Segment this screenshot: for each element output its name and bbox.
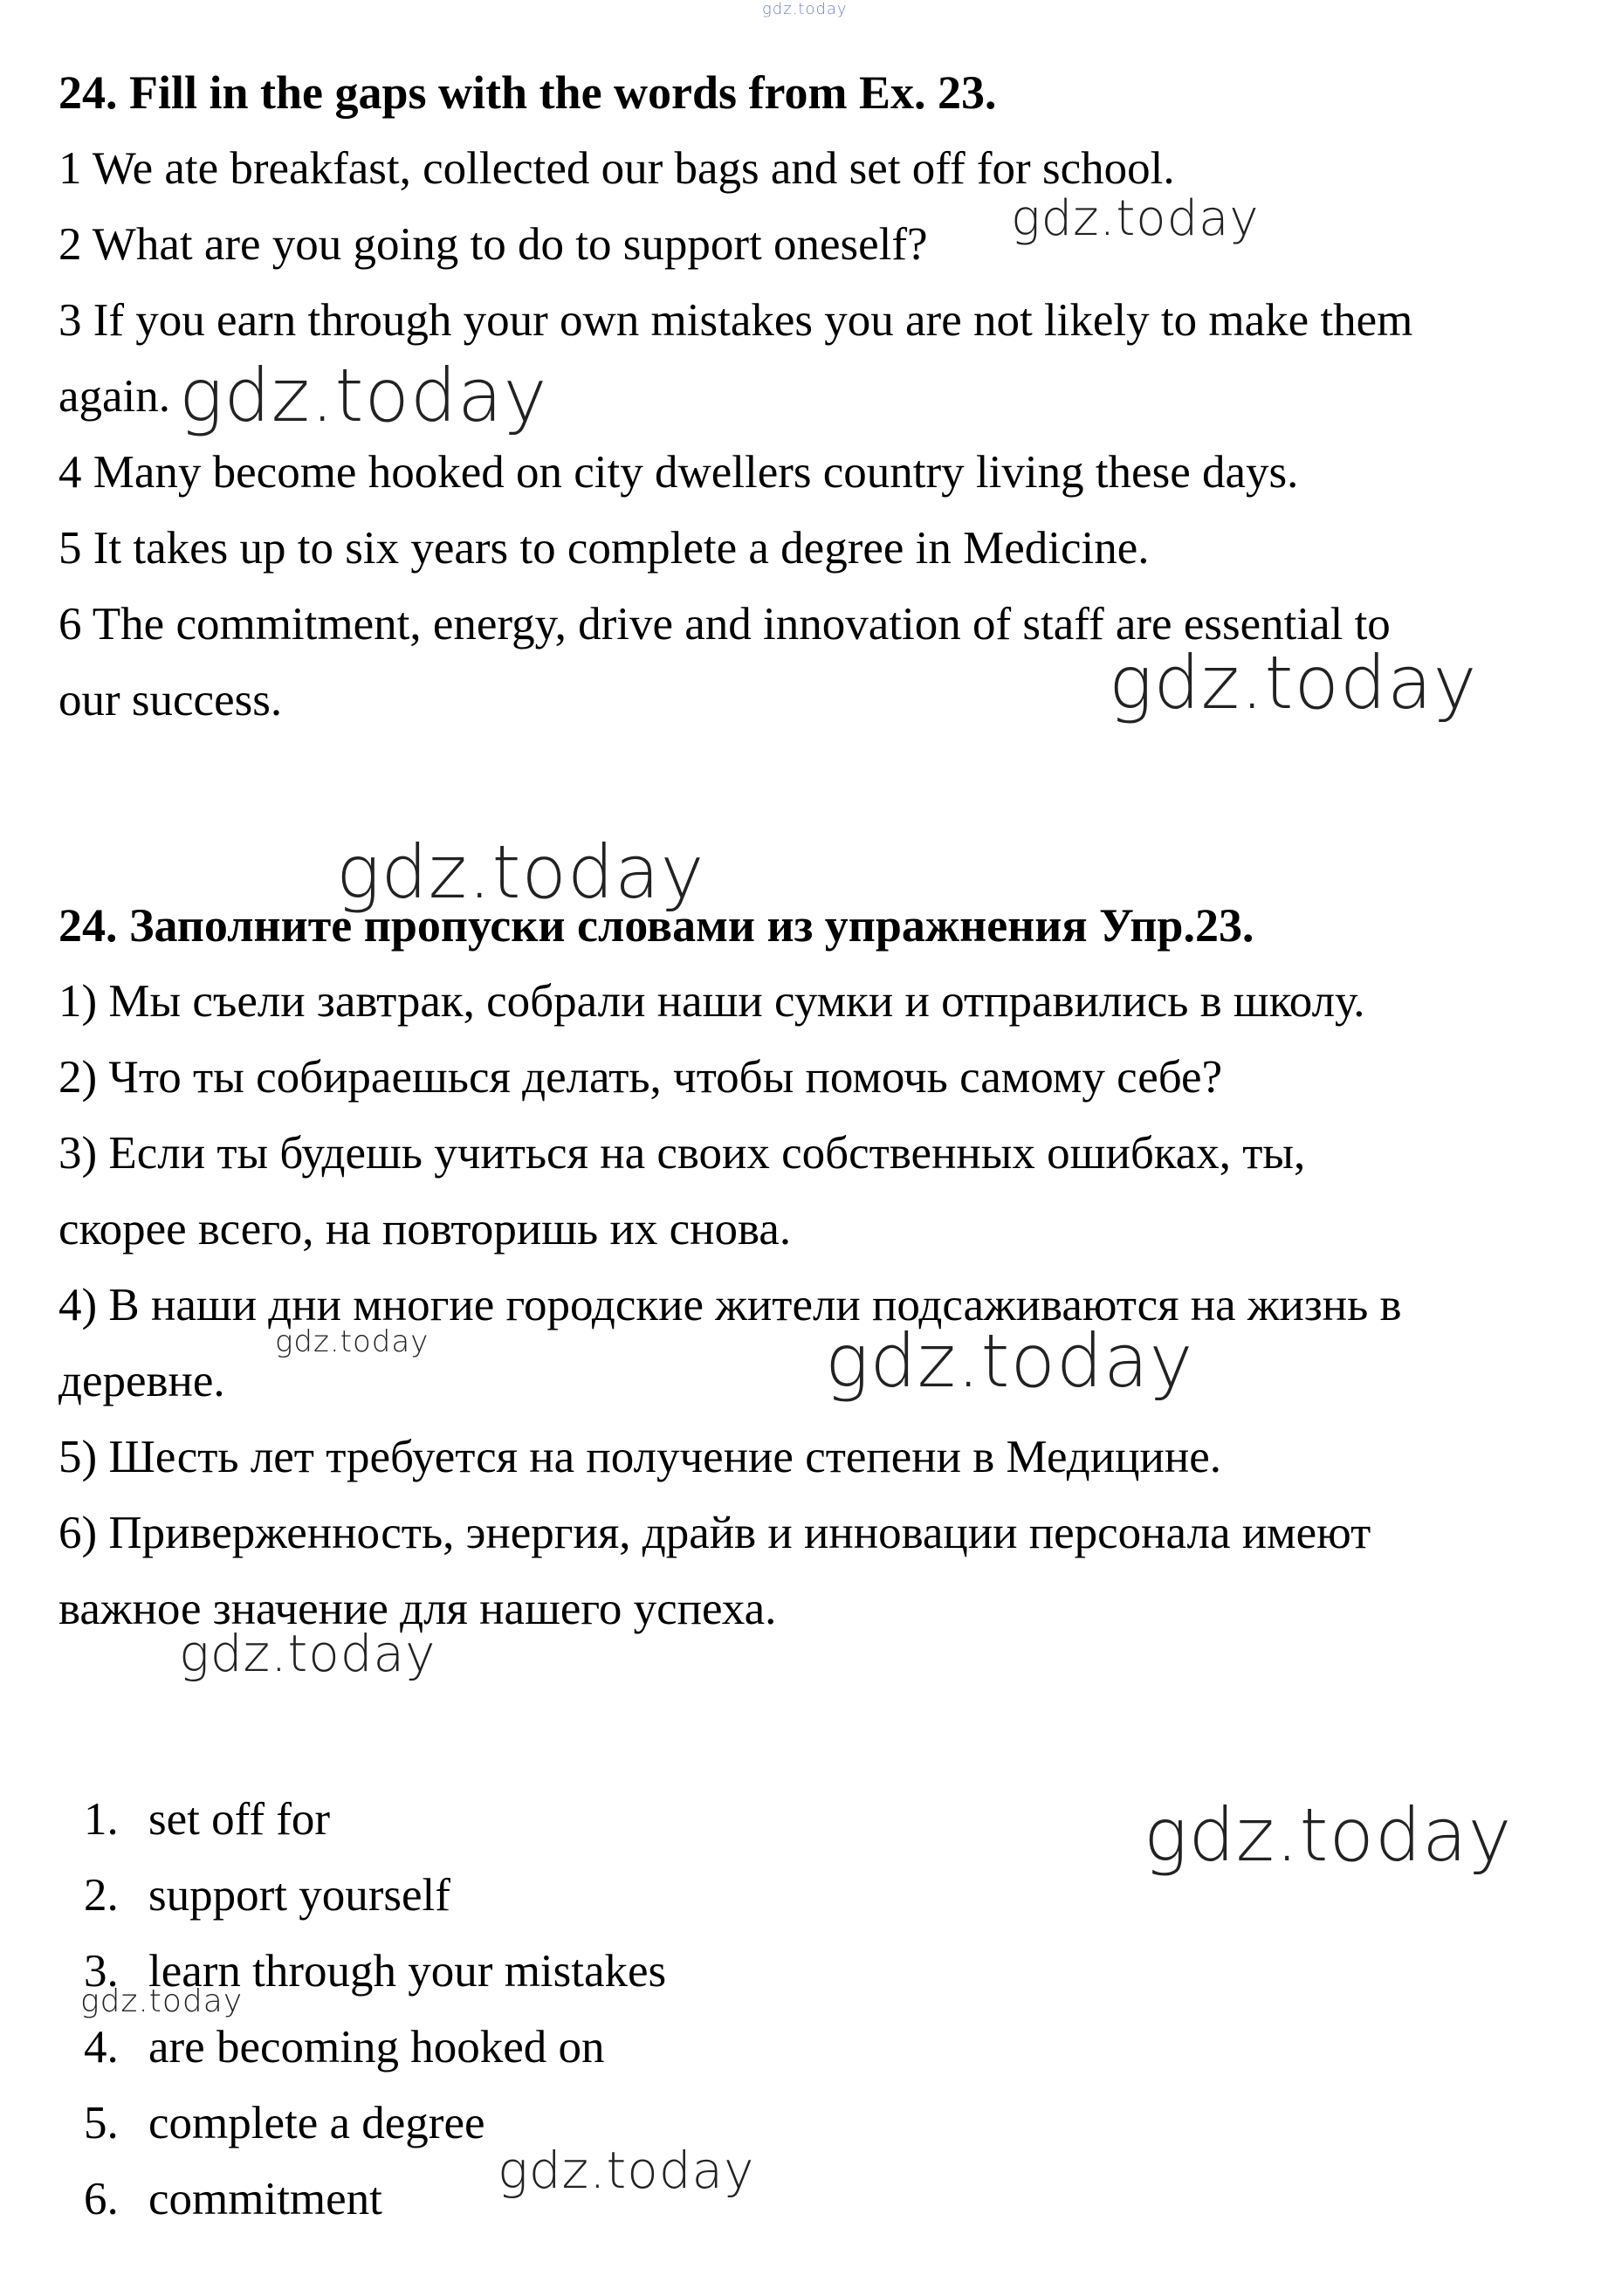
watermark: gdz.today <box>1109 640 1478 725</box>
answer-text: are becoming hooked on <box>148 2022 605 2073</box>
english-line-4: 4 Many become hooked on city dwellers country living these days. <box>58 447 1299 498</box>
russian-heading: 24. Заполните пропуски словами из упражнения Упр.23. <box>58 899 1254 952</box>
watermark: gdz.today <box>498 2141 755 2200</box>
english-heading: 24. Fill in the gaps with the words from Ex. 23. <box>58 66 997 119</box>
answer-item <box>84 1793 330 1846</box>
russian-line-1: 1) Мы съели завтрак, собрали наши сумки и отправились в школу. <box>58 976 1365 1027</box>
answer-number: 6. <box>84 2174 119 2224</box>
russian-line-5: 5) Шесть лет требуется на получение степени в Медицине. <box>58 1432 1221 1482</box>
watermark-top: gdz.today <box>762 0 848 18</box>
watermark: gdz.today <box>825 1318 1194 1404</box>
watermark: gdz.today <box>179 353 548 438</box>
russian-line-3: 3) Если ты будешь учиться на своих собственных ошибках, ты, <box>58 1128 1306 1179</box>
english-line-3-cont: again. <box>58 371 171 422</box>
answer-item <box>84 2097 485 2149</box>
answer-item <box>84 2021 604 2073</box>
russian-line-3-cont: скорее всего, на повторишь их снова. <box>58 1204 792 1255</box>
watermark: gdz.today <box>80 1983 244 2019</box>
russian-line-4-cont: деревне. <box>58 1356 225 1406</box>
english-line-6-cont: our success. <box>58 675 283 725</box>
watermark: gdz.today <box>275 1324 429 1359</box>
answer-text: commitment <box>148 2174 382 2224</box>
answer-text: complete a degree <box>148 2098 485 2148</box>
answer-number: 5. <box>84 2098 119 2148</box>
english-line-1: 1 We ate breakfast, collected our bags and set off for school. <box>58 143 1175 194</box>
answer-number: 4. <box>84 2022 119 2073</box>
answer-item <box>84 1869 450 1921</box>
watermark: gdz.today <box>179 1624 436 1683</box>
watermark: gdz.today <box>336 829 705 915</box>
answer-number: 2. <box>84 1870 119 1921</box>
english-line-6: 6 The commitment, energy, drive and innovation of staff are essential to <box>58 599 1391 650</box>
watermark: gdz.today <box>1011 190 1260 247</box>
answer-number: 1. <box>84 1794 119 1845</box>
watermark: gdz.today <box>1144 1792 1513 1878</box>
russian-line-6-cont: важное значение для нашего успеха. <box>58 1584 777 1634</box>
russian-line-2: 2) Что ты собираешься делать, чтобы помочь самому себе? <box>58 1052 1223 1103</box>
english-line-2: 2 What are you going to do to support oneself? <box>58 219 928 270</box>
russian-line-6: 6) Приверженность, энергия, драйв и инновации персонала имеют <box>58 1508 1371 1558</box>
english-line-3: 3 If you earn through your own mistakes you are not likely to make them <box>58 295 1413 346</box>
answer-text: learn through your mistakes <box>148 1946 667 1997</box>
russian-line-4: 4) В наши дни многие городские жители подсаживаются на жизнь в <box>58 1280 1402 1330</box>
answer-text: support yourself <box>148 1870 450 1921</box>
answer-text: set off for <box>148 1794 331 1845</box>
answer-number: 3. <box>84 1946 119 1997</box>
answer-item <box>84 2173 382 2225</box>
english-line-5: 5 It takes up to six years to complete a degree in Medicine. <box>58 523 1150 574</box>
